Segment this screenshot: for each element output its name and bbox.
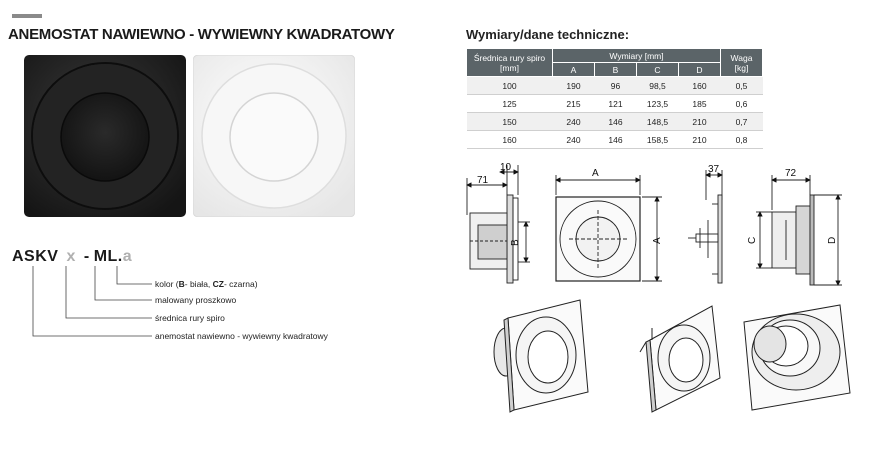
code-color-placeholder: a xyxy=(122,248,133,265)
th-dimensions: Wymiary [mm] xyxy=(553,49,721,63)
code-finish: ML xyxy=(93,248,118,265)
th-c: C xyxy=(637,63,679,77)
dim-b: B xyxy=(510,239,521,246)
table-cell: 0,6 xyxy=(721,95,763,113)
table-cell: 150 xyxy=(467,113,553,131)
table-cell: 0,7 xyxy=(721,113,763,131)
table-cell: 160 xyxy=(467,131,553,149)
dim-c: C xyxy=(747,236,758,244)
th-a: A xyxy=(553,63,595,77)
isometric-view-1 xyxy=(494,300,588,412)
table-cell: 210 xyxy=(679,131,721,149)
table-cell: 121 xyxy=(595,95,637,113)
table-cell: 98,5 xyxy=(637,77,679,95)
legend-color: kolor (B- biała, CZ- czarna) xyxy=(155,279,258,289)
th-diameter: Średnica rury spiro [mm] xyxy=(467,49,553,77)
th-b: B xyxy=(595,63,637,77)
table-cell: 240 xyxy=(553,113,595,131)
code-diameter-placeholder: x xyxy=(66,248,76,265)
dim-a-side: A xyxy=(652,237,663,244)
table-cell: 210 xyxy=(679,113,721,131)
table-cell: 100 xyxy=(467,77,553,95)
table-cell: 185 xyxy=(679,95,721,113)
legend-type: anemostat nawiewno - wywiewny kwadratowy xyxy=(155,331,328,341)
table-cell: 123,5 xyxy=(637,95,679,113)
tech-data-title: Wymiary/dane techniczne: xyxy=(466,27,630,42)
drawing-section-view xyxy=(756,175,842,285)
page-title: ANEMOSTAT NAWIEWNO - WYWIEWNY KWADRATOWY xyxy=(8,26,395,43)
table-cell: 148,5 xyxy=(637,113,679,131)
dim-a-top: A xyxy=(592,168,599,179)
th-d: D xyxy=(679,63,721,77)
table-cell: 125 xyxy=(467,95,553,113)
table-cell: 190 xyxy=(553,77,595,95)
code-dot: . xyxy=(117,248,123,265)
table-cell: 146 xyxy=(595,131,637,149)
drawing-side-view-2 xyxy=(688,170,722,283)
table-cell: 158,5 xyxy=(637,131,679,149)
legend-diameter: średnica rury spiro xyxy=(155,313,225,323)
legend-painted: malowany proszkowo xyxy=(155,295,237,305)
table-cell: 215 xyxy=(553,95,595,113)
code-base: ASKV xyxy=(12,248,59,265)
table-cell: 240 xyxy=(553,131,595,149)
table-cell: 0,8 xyxy=(721,131,763,149)
isometric-view-3 xyxy=(744,305,850,410)
drawing-front-view xyxy=(556,175,662,281)
table-cell: 146 xyxy=(595,113,637,131)
table-cell: 0,5 xyxy=(721,77,763,95)
code-dash: - xyxy=(83,248,90,265)
dim-72: 72 xyxy=(785,168,797,179)
table-cell: 96 xyxy=(595,77,637,95)
dim-d: D xyxy=(827,236,838,244)
th-weight: Waga [kg] xyxy=(721,49,763,77)
dim-71: 71 xyxy=(477,175,489,186)
dim-37: 37 xyxy=(708,164,720,175)
isometric-view-2 xyxy=(640,306,720,412)
dim-10: 10 xyxy=(500,162,512,173)
table-cell: 160 xyxy=(679,77,721,95)
